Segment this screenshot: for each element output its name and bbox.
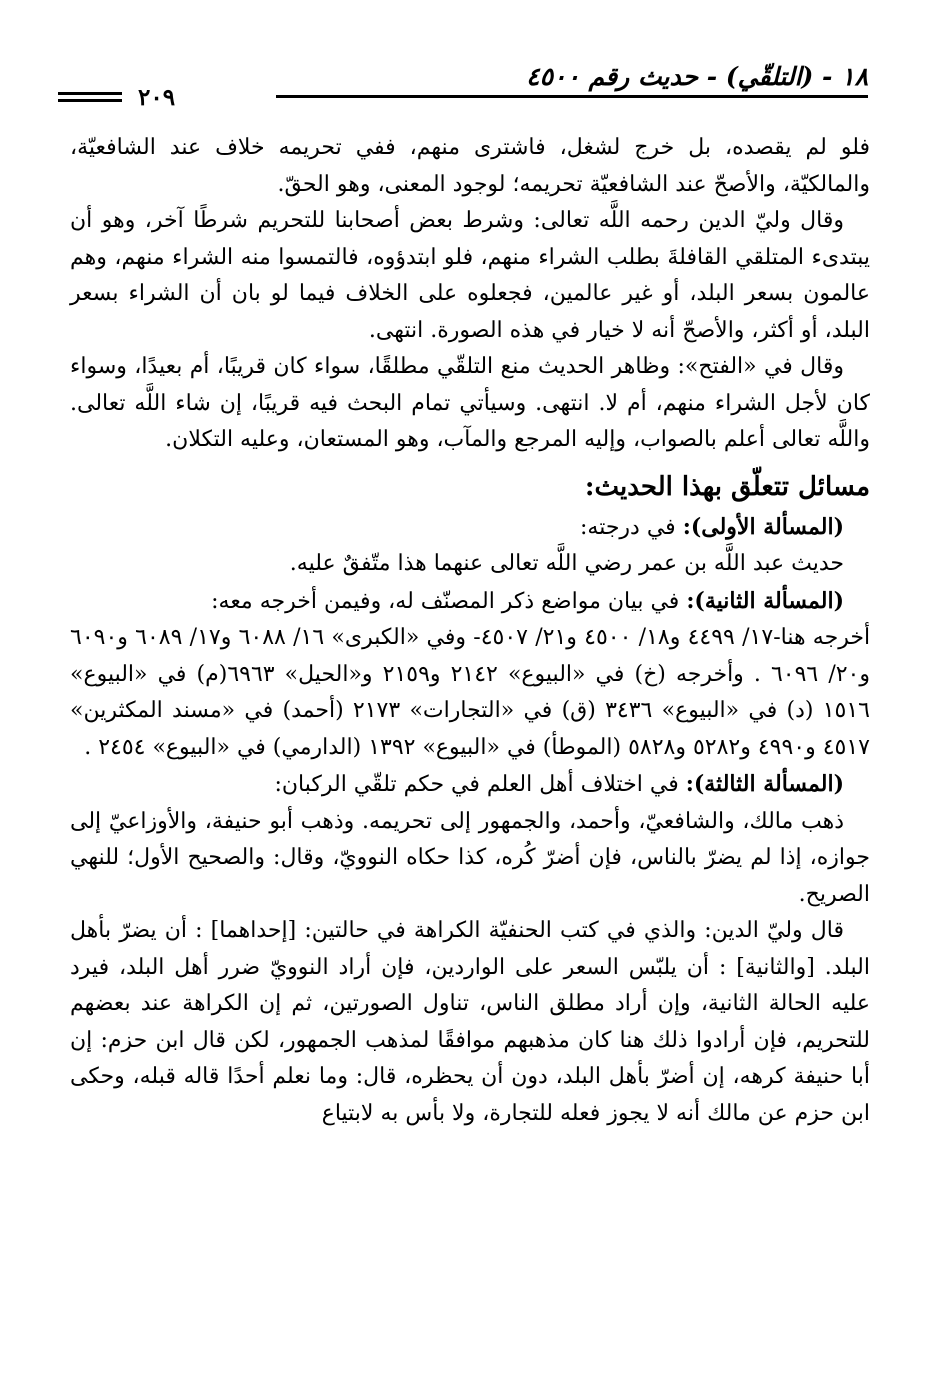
header-double-rule — [58, 92, 122, 106]
section-heading: مسائل تتعلّق بهذا الحديث: — [584, 471, 870, 502]
issue-3-text: ذهب مالك، والشافعيّ، وأحمد، والجمهور إلى تحريمه. وذهب أبو حنيفة، والأوزاعيّ إلى جوازه، إذا لم يضرّ بالناس، فإن أضرّ كُره، كذا حكاه النوويّ، وقال: والصحيح الأول؛ للنهي الصريح. — [70, 808, 870, 907]
header-rule — [276, 95, 868, 98]
issue-2-heading — [70, 583, 870, 621]
issue-1-text: حديث عبد اللَّه بن عمر رضي اللَّه تعالى عنهما هذا متّفقٌ عليه. — [289, 551, 844, 576]
page-number: ٢٠٩ — [138, 84, 176, 111]
paragraph-last: قال وليّ الدين: والذي في كتب الحنفيّة الكراهة في حالتين: [إحداهما] : أن يضرّ بأهل البلد. [والثانية] : أن يلبّس السعر على الواردين، فإن أراد النوويّ ضرر أهل البلد، فيرد عليه الحالة الثانية، وإن أراد مطلق الناس، تناول الصورتين، ثم إن الكراهة عند بعضهم للتحريم، فإن أرادوا ذلك هنا كان مذهبهم موافقًا لمذهب الجمهور، لكن قال ابن حزم: إن أبا حنيفة كرهه، إن أضرّ بأهل البلد، دون أن يحظره، قال: وما نعلم أحدًا قاله قبله، وحكى ابن حزم عن مالك أنه لا يجوز فعله للتجارة، ولا بأس به لابتياع — [70, 918, 870, 1126]
page-body — [70, 130, 870, 1132]
issue-3-label: (المسألة الثالثة): — [685, 771, 844, 797]
issue-1-title: في درجته: — [579, 514, 683, 540]
issue-2-label: (المسألة الثانية): — [686, 587, 844, 614]
issue-2-title: في بيان مواضع ذكر المصنّف له، وفيمن أخرجه معه: — [211, 588, 687, 614]
running-header — [58, 62, 868, 112]
issue-3-title: في اختلاف أهل العلم في حكم تلقّي الركبان: — [274, 772, 686, 797]
paragraph-3: وقال في «الفتح»: وظاهر الحديث منع التلقّي مطلقًا، سواء كان قريبًا، أم بعيدًا، وسواء كان لأجل الشراء منهم، أم لا. انتهى. وسيأتي تمام البحث فيه قريبًا، إن شاء اللَّه تعالى. واللَّه تعالى أعلم بالصواب، وإليه المرجع والمآب، وهو المستعان، وعليه التكلان. — [70, 354, 870, 452]
issue-1-heading — [70, 509, 870, 547]
paragraph-2: وقال وليّ الدين رحمه اللَّه تعالى: وشرط بعض أصحابنا للتحريم شرطًا آخر، وهو أن يبتدىء المتلقي القافلةَ بطلب الشراء منهم، فلو ابتدؤوه، فالتمسوا منه الشراء منهم، وهم عالمون بسعر البلد، أو غير عالمين، فجعلوه على الخلاف فيما لو بان أن الشراء بسعر البلد، أو أكثر، والأصحّ أنه لا خيار في هذه الصورة. انتهى. — [70, 208, 870, 343]
header-title: ١٨ - (التلقّي) - حديث رقم ٤٥٠٠ — [526, 62, 868, 91]
issue-3-heading — [70, 766, 870, 804]
paragraph-1: فلو لم يقصده، بل خرج لشغل، فاشترى منهم، ففي تحريمه خلاف عند الشافعيّة، والمالكيّة، والأصحّ عند الشافعيّة تحريمه؛ لوجود المعنى، وهو الحقّ. — [70, 135, 870, 197]
issue-1-label: (المسألة الأولى): — [682, 513, 844, 540]
issue-2-text: أخرجه هنا-١٧/ ٤٤٩٩ و١٨/ ٤٥٠٠ و٢١/ ٤٥٠٧- وفي «الكبرى» ١٦/ ٦٠٨٨ و١٧/ ٦٠٨٩ و٦٠٩٠ و٢٠/ ٦٠٩٦ . وأخرجه (خ) في «البيوع» ٢١٤٢ و٢١٥٩ و«الحيل» ٦٩٦٣(م) في «البيوع» ١٥١٦ (د) في «البيوع» ٣٤٣٦ (ق) في «التجارات» ٢١٧٣ (أحمد) في «مسند المكثرين» ٤٥١٧ و٤٩٩٠ و٥٢٨٢ و٥٨٢٨ (الموطأ) في «البيوع» ١٣٩٢ (الدارمي) في «البيوع» ٢٤٥٤ . — [70, 625, 871, 760]
